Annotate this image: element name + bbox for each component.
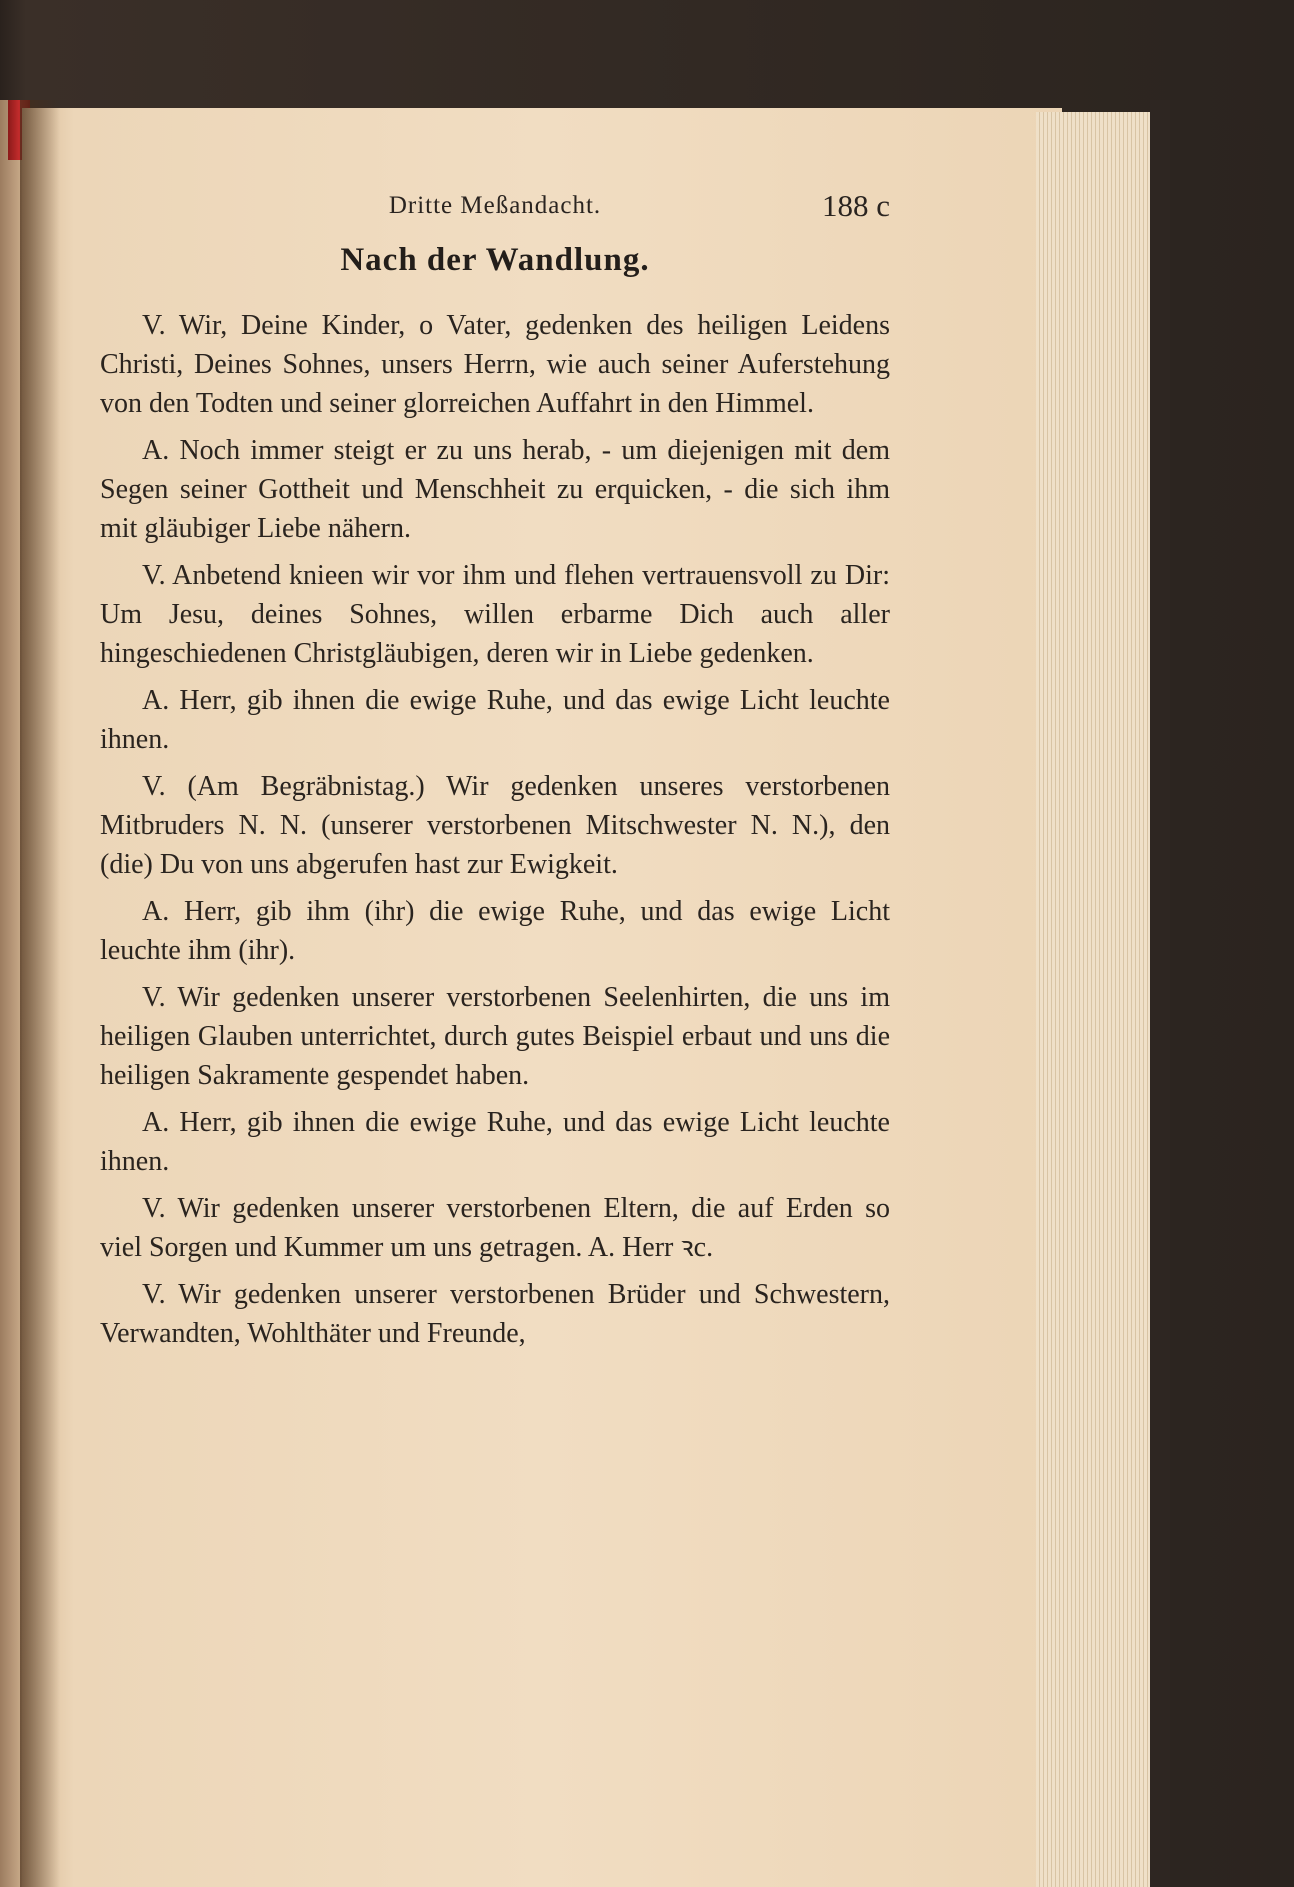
- paragraph: A. Herr, gib ihnen die ewige Ruhe, und das ewige Licht leuchte ihnen.: [100, 685, 890, 755]
- paragraph: A. Herr, gib ihm (ihr) die ewige Ruhe, und das ewige Licht leuchte ihm (ihr).: [100, 896, 890, 966]
- previous-page-edge: [0, 100, 22, 1887]
- spine-shadow: [20, 100, 60, 1887]
- book-cover-edge: [1150, 100, 1170, 1887]
- paragraph: A. Noch immer steigt er zu uns herab, - um diejenigen mit dem Segen seiner Gottheit und Menschheit zu erquicken, - die sich ihm mit gläubiger Liebe nähern.: [100, 435, 890, 544]
- page-header: [100, 188, 890, 228]
- paragraph: V. Anbetend knieen wir vor ihm und flehen vertrauensvoll zu Dir: Um Jesu, deines Sohnes, willen erbarme Dich auch aller hingeschiedenen Christgläubigen, deren wir in Liebe gedenken.: [100, 560, 890, 669]
- prayer-text: [100, 306, 890, 1361]
- paragraph: V. Wir gedenken unserer verstorbenen Seelenhirten, die uns im heiligen Glauben unterrichtet, durch gutes Beispiel erbaut und uns die heiligen Sakramente gespendet haben.: [100, 982, 890, 1091]
- paragraph: V. Wir gedenken unserer verstorbenen Eltern, die auf Erden so viel Sorgen und Kummer um uns getragen. A. Herr ꝛc.: [100, 1193, 890, 1263]
- running-title: Dritte Meßandacht.: [388, 192, 602, 219]
- section-heading: Nach der Wandlung.: [340, 242, 650, 278]
- paragraph: A. Herr, gib ihnen die ewige Ruhe, und das ewige Licht leuchte ihnen.: [100, 1107, 890, 1177]
- page-number: 188 c: [821, 188, 890, 223]
- paragraph: V. (Am Begräbnistag.) Wir gedenken unseres verstorbenen Mitbruders N. N. (unserer verstorbenen Mitschwester N. N.), den (die) Du von uns abgerufen hast zur Ewigkeit.: [100, 771, 890, 880]
- paragraph: V. Wir gedenken unserer verstorbenen Brüder und Schwestern, Verwandten, Wohlthäter und Freunde,: [100, 1279, 890, 1349]
- page-edges: [1036, 112, 1156, 1887]
- paragraph: V. Wir, Deine Kinder, o Vater, gedenken des heiligen Leidens Christi, Deines Sohnes, unsers Herrn, wie auch seiner Auferstehung von den Todten und seiner glorreichen Auffahrt in den Himmel.: [100, 310, 890, 419]
